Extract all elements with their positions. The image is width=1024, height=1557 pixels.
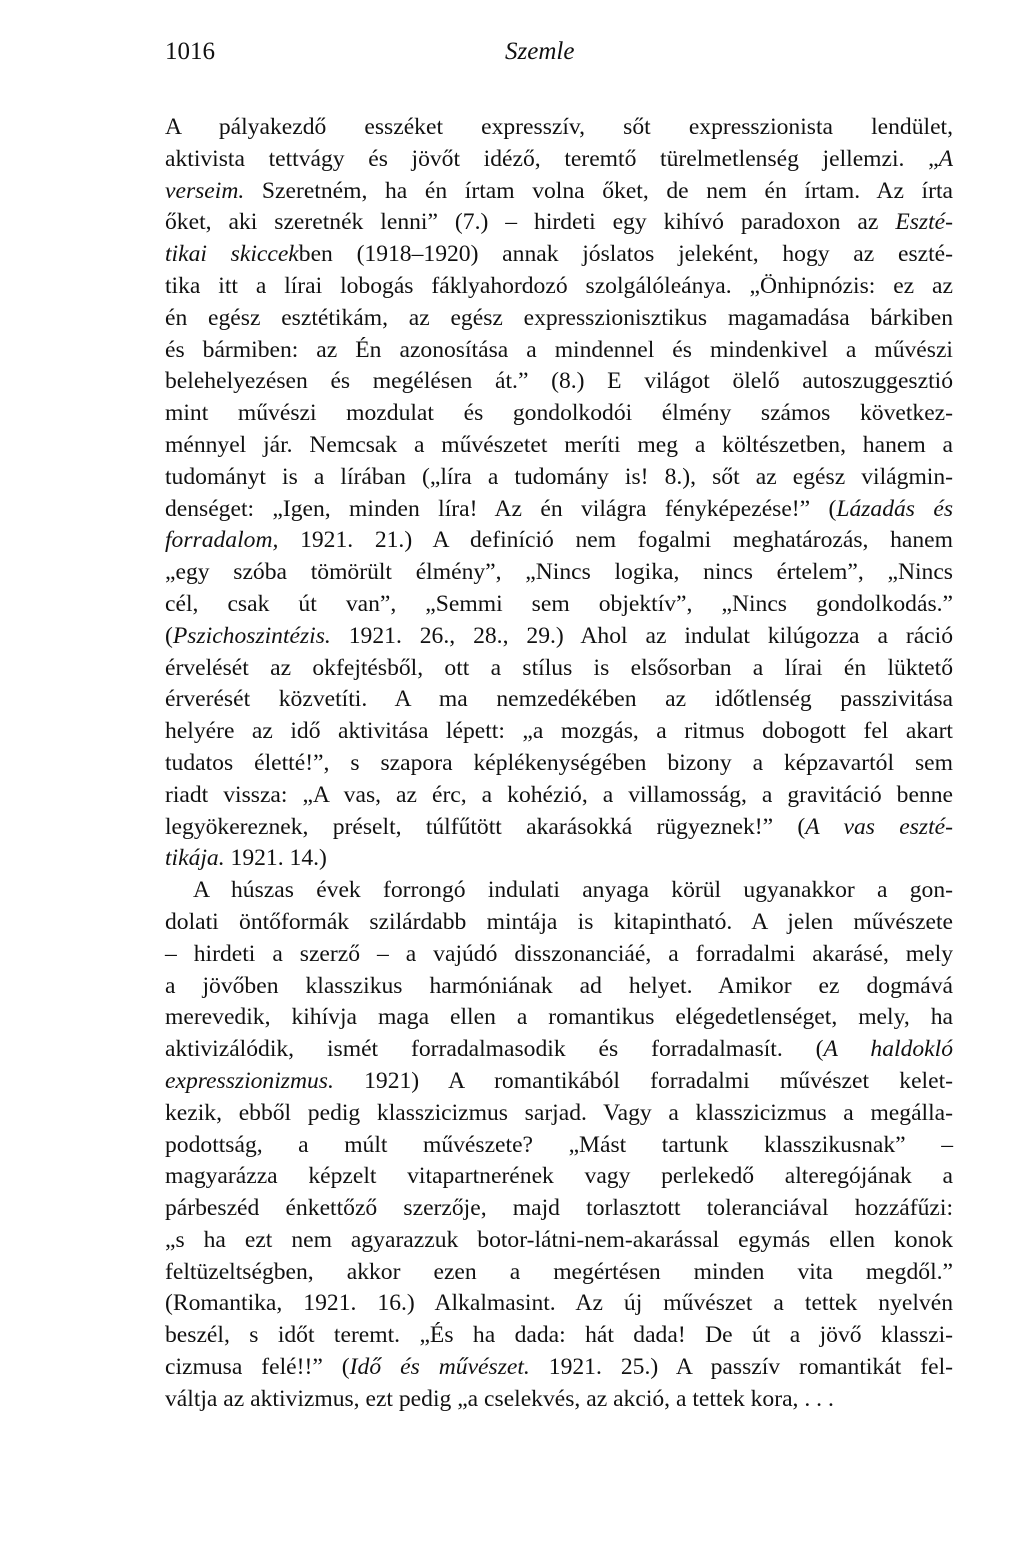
text-segment: és bármiben: az Én azonosítása a mindennel és mindenkivel a művészi — [165, 336, 953, 363]
text-segment: tudatos életté!”, s szapora képlékenységében bizony a képzavartól sem — [165, 749, 953, 776]
text-line — [165, 112, 953, 144]
text-line — [165, 748, 953, 780]
text-line — [165, 207, 953, 239]
text-segment: váltja az aktivizmus, ezt pedig „a cselekvés, az akció, a tettek kora, . . . — [165, 1385, 834, 1412]
text-segment: (Romantika, 1921. 16.) Alkalmasint. Az új művészet a tettek nyelvén — [165, 1290, 953, 1317]
italic-segment: A haldokló — [823, 1036, 953, 1063]
text-line — [165, 271, 953, 303]
text-line — [165, 589, 953, 621]
text-segment: aktivista tettvágy és jövőt idéző, teremtő türelmetlenség jellemzi. „ — [165, 145, 939, 172]
text-segment: Szeretném, ha én írtam volna őket, de nem én írtam. Az írta — [244, 177, 953, 204]
text-segment: érverését közvetíti. A ma nemzedékében az időtlenség passzivitása — [165, 686, 953, 713]
italic-segment: forradalom, — [165, 527, 279, 554]
body-text — [165, 112, 953, 1416]
italic-segment: Idő és művészet. — [349, 1354, 530, 1381]
text-line — [165, 1002, 953, 1034]
text-line — [165, 939, 953, 971]
italic-segment: A vas eszté- — [805, 813, 953, 840]
text-segment: merevedik, kihívja maga ellen a romantikus elégedetlenséget, mely, ha — [165, 1004, 953, 1031]
text-segment: én egész esztétikám, az egész expresszionisztikus magamadása bárkiben — [165, 304, 953, 331]
text-line — [165, 1034, 953, 1066]
text-line — [165, 716, 953, 748]
text-line — [165, 176, 953, 208]
text-line — [165, 843, 953, 875]
italic-segment: tikája. — [165, 845, 225, 872]
text-line — [165, 1257, 953, 1289]
text-segment: 1921. 14.) — [224, 845, 327, 872]
italic-segment: expresszionizmus. — [165, 1067, 334, 1094]
text-line — [165, 557, 953, 589]
text-segment: 1921. 25.) A passzív romantikát fel- — [529, 1354, 953, 1381]
text-line — [165, 621, 953, 653]
paragraph — [165, 112, 953, 875]
text-line — [165, 1130, 953, 1162]
text-segment: ménnyel jár. Nemcsak a művészetet meríti meg a költészetben, hanem a — [165, 431, 953, 458]
text-segment: podottság, a múlt művészete? „Mást tartunk klasszikusnak” – — [165, 1131, 953, 1158]
text-line — [165, 812, 953, 844]
text-segment: párbeszéd énkettőző szerzője, majd torlasztott toleranciával hozzáfűzi: — [165, 1195, 953, 1222]
text-line — [165, 1320, 953, 1352]
text-line — [165, 462, 953, 494]
text-segment: érvelését az okfejtésből, ott a stílus is elsősorban a lírai én lüktető — [165, 654, 953, 681]
page-header — [165, 38, 955, 78]
text-segment: 1921. 26., 28., 29.) Ahol az indulat kilúgozza a ráció — [330, 622, 953, 649]
text-line — [165, 1098, 953, 1130]
italic-segment: Lázadás és — [836, 495, 953, 522]
text-line — [165, 1193, 953, 1225]
text-line — [165, 303, 953, 335]
text-line — [165, 430, 953, 462]
text-segment: cél, csak út van”, „Semmi sem objektív”, „Nincs gondolkodás.” — [165, 590, 953, 617]
text-line — [165, 1161, 953, 1193]
text-line — [165, 366, 953, 398]
text-segment: a jövőben klasszikus harmóniának ad helyet. Amikor ez dogmává — [165, 972, 953, 999]
text-segment: 1921. 21.) A definíció nem fogalmi meghatározás, hanem — [278, 527, 953, 554]
text-segment: ( — [165, 622, 173, 649]
text-line — [165, 907, 953, 939]
text-segment: denséget: „Igen, minden líra! Az én világra fényképezése!” ( — [165, 495, 837, 522]
paragraph — [165, 875, 953, 1416]
text-segment: A húszas évek forrongó indulati anyaga körül ugyanakkor a gon- — [193, 877, 953, 904]
text-segment: mint művészi mozdulat és gondolkodói élmény számos következ- — [165, 400, 953, 427]
text-line — [165, 398, 953, 430]
text-line — [165, 1352, 953, 1384]
text-line — [165, 971, 953, 1003]
text-line — [165, 653, 953, 685]
text-line — [165, 1066, 953, 1098]
text-segment: kezik, ebből pedig klasszicizmus sarjad. Vagy a klasszicizmus a megálla- — [165, 1099, 953, 1126]
text-line — [165, 335, 953, 367]
text-segment: őket, aki szeretnék lenni” (7.) – hirdeti egy kihívó paradoxon az — [165, 209, 896, 236]
text-segment: dolati öntőformák szilárdabb mintája is kitapintható. A jelen művészete — [165, 908, 953, 935]
page-number: 1016 — [165, 38, 215, 65]
text-segment: cizmusa felé!!” ( — [165, 1354, 350, 1381]
text-segment: tudományt is a lírában („líra a tudomány is! 8.), sőt az egész világmin- — [165, 463, 953, 490]
text-line — [165, 144, 953, 176]
text-line — [165, 494, 953, 526]
text-segment: tika itt a lírai lobogás fáklyahordozó szolgálóleánya. „Önhipnózis: ez az — [165, 272, 953, 299]
text-segment: 1921) A romantikából forradalmi művészet kelet- — [333, 1067, 953, 1094]
text-line — [165, 525, 953, 557]
text-segment: A pályakezdő esszéket expresszív, sőt expresszionista lendület, — [165, 114, 953, 140]
italic-segment: tikai skiccek — [165, 241, 299, 268]
text-segment: helyére az idő aktivitása lépett: „a mozgás, a ritmus dobogott fel akart — [165, 718, 953, 745]
text-segment: „egy szóba tömörült élmény”, „Nincs logika, nincs értelem”, „Nincs — [165, 559, 953, 586]
italic-segment: Eszté- — [895, 209, 953, 236]
text-segment: magyarázza képzelt vitapartnerének vagy perlekedő alteregójának a — [165, 1163, 953, 1190]
text-line — [165, 1384, 953, 1416]
text-segment: ben (1918–1920) annak jóslatos jeleként, hogy az eszté- — [298, 241, 953, 268]
italic-segment: Pszichoszintézis. — [172, 622, 331, 649]
text-segment: riadt vissza: „A vas, az érc, a kohézió, a villamosság, a gravitáció benne — [165, 781, 953, 808]
text-line — [165, 1225, 953, 1257]
text-segment: belehelyezésen és megélésen át.” (8.) E világot ölelő autoszuggesztió — [165, 368, 953, 395]
running-title: Szemle — [505, 38, 575, 65]
text-segment: beszél, s időt teremt. „És ha dada: hát dada! De út a jövő klasszi- — [165, 1322, 953, 1349]
text-line — [165, 1288, 953, 1320]
text-segment: „s ha ezt nem agyarazzuk botor-látni-nem-akarással egymás ellen konok — [165, 1226, 953, 1253]
italic-segment: verseim. — [165, 177, 245, 204]
text-segment: – hirdeti a szerző – a vajúdó disszonanciáé, a forradalmi akarásé, mely — [165, 940, 953, 967]
text-line — [165, 780, 953, 812]
text-line — [165, 875, 953, 907]
italic-segment: A — [938, 145, 953, 172]
text-segment: aktivizálódik, ismét forradalmasodik és forradalmasít. ( — [165, 1036, 824, 1063]
text-line — [165, 684, 953, 716]
text-segment: feltüzeltségben, akkor ezen a megértésen minden vita megdől.” — [165, 1258, 953, 1285]
text-line — [165, 239, 953, 271]
text-segment: legyökereznek, préselt, túlfűtött akarásokká rügyeznek!” ( — [165, 813, 806, 840]
